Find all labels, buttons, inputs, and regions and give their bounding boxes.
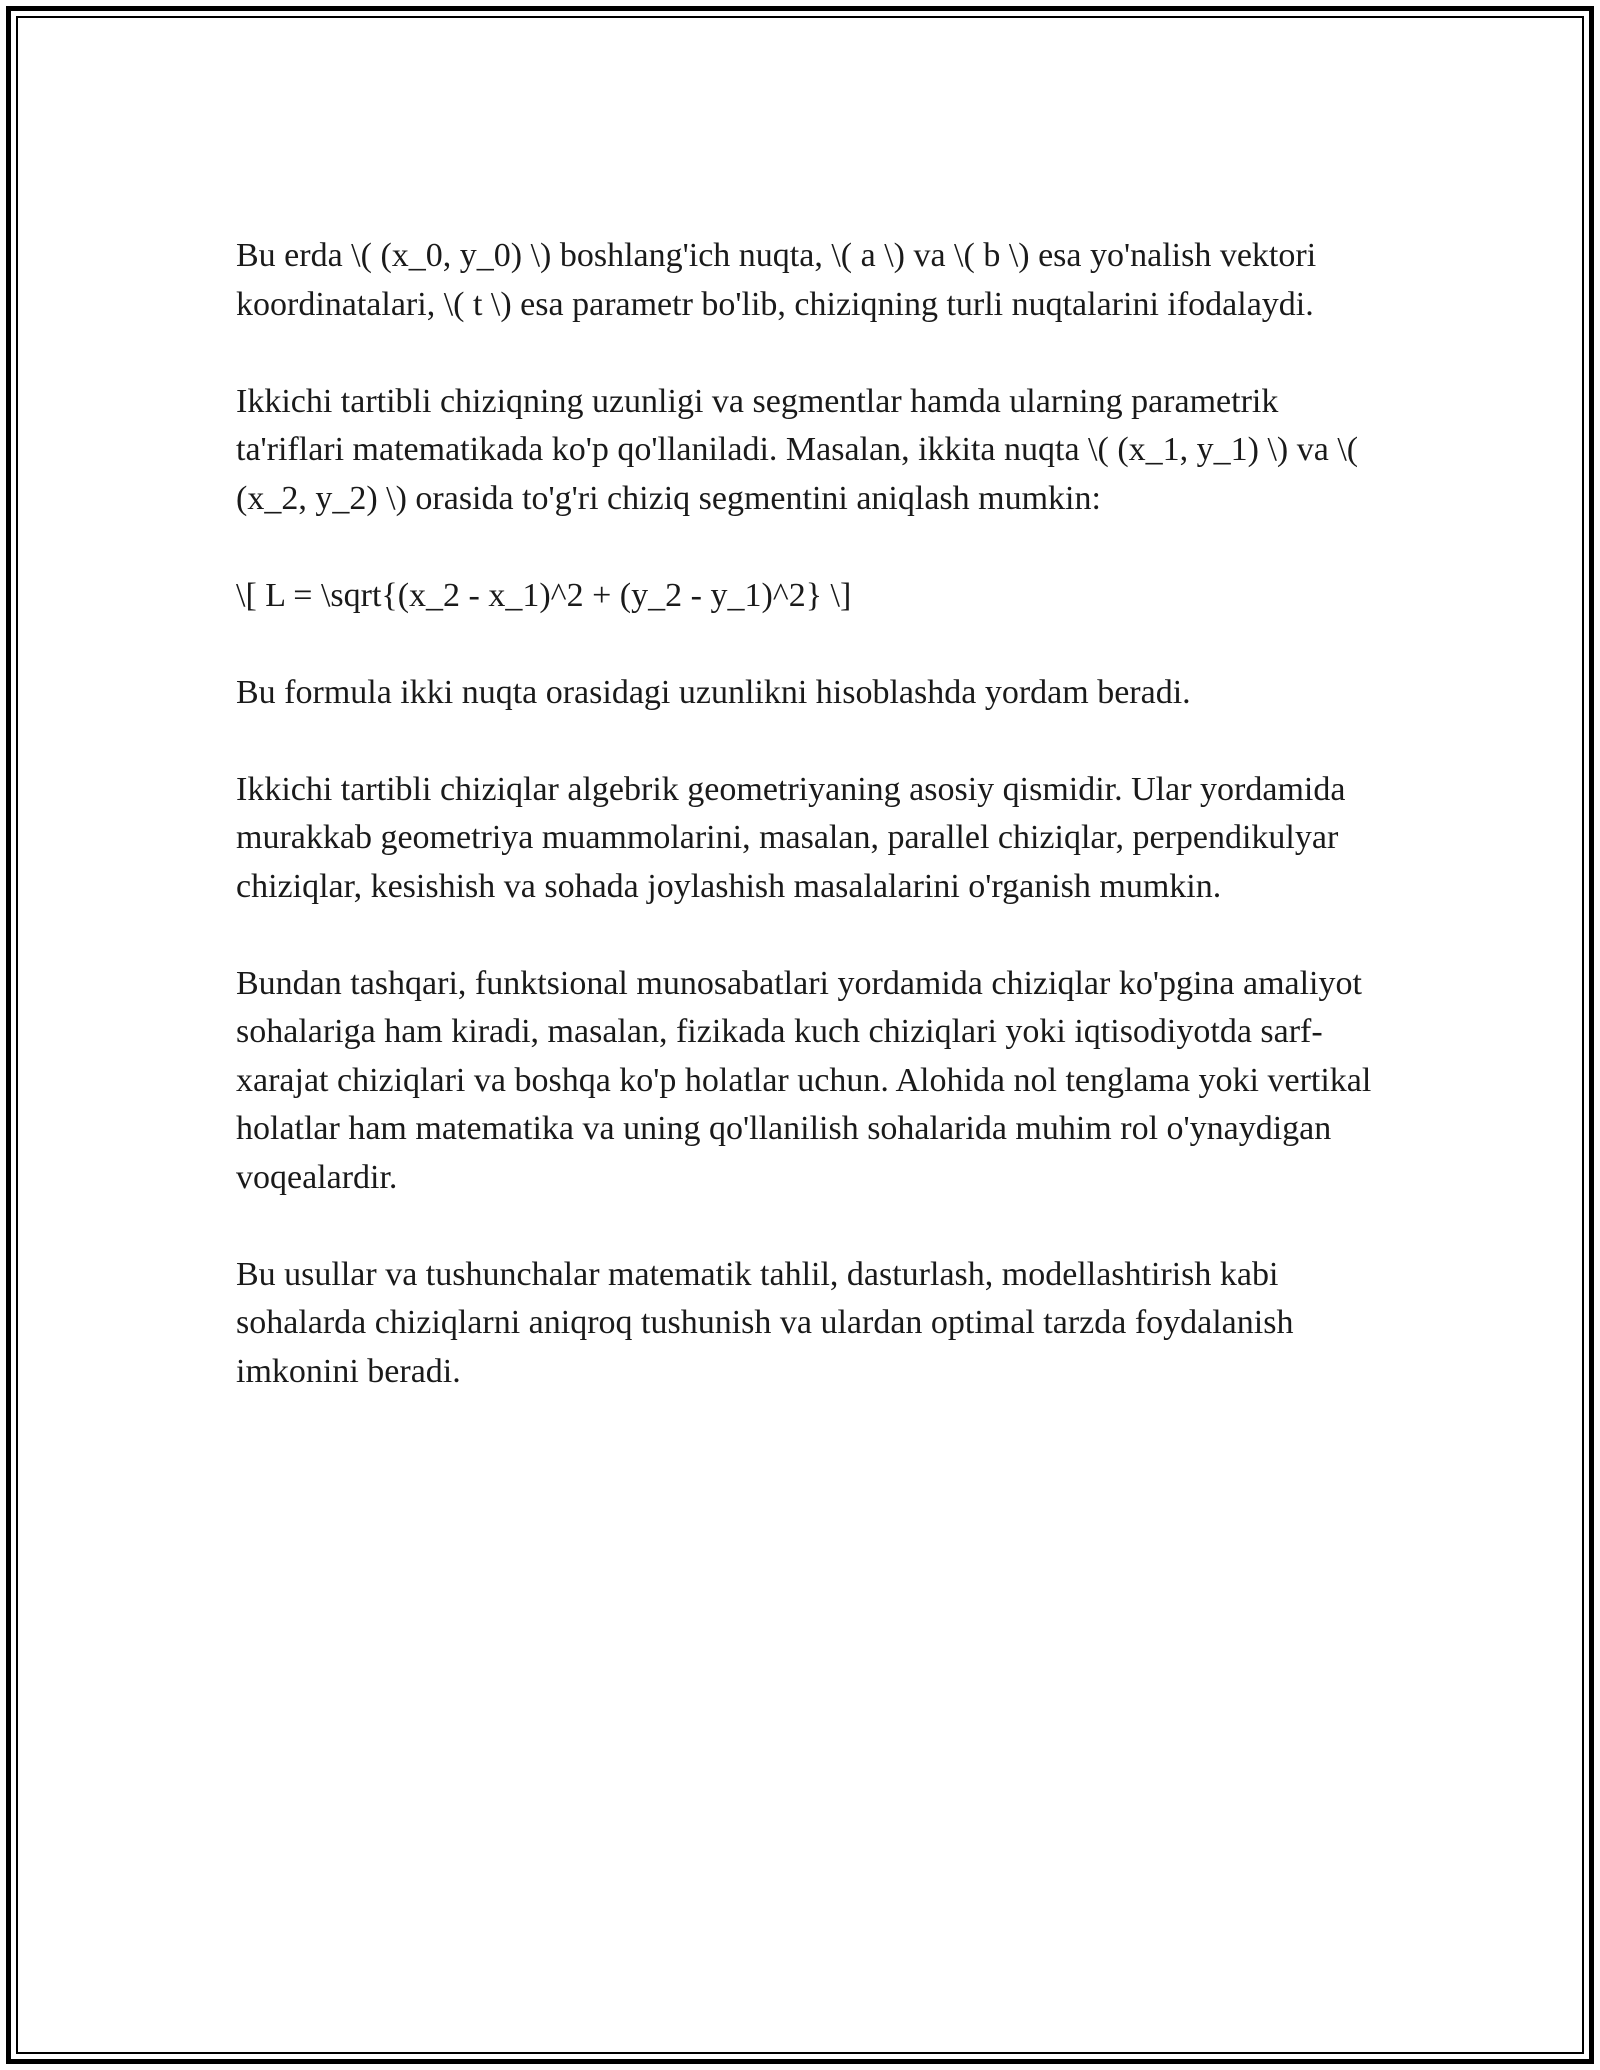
paragraph: Bu formula ikki nuqta orasidagi uzunlikni hisoblashda yordam beradi. xyxy=(236,673,1191,711)
paragraph: Bu usullar va tushunchalar matematik tahlil, dasturlash, modellashtirish kabi sohalarda chiziqlarni aniqroq tushunish va ulardan optimal tarzda foydalanish imkonini beradi. xyxy=(236,1255,1294,1390)
formula-line: \[ L = \sqrt{(x_2 - x_1)^2 + (y_2 - y_1)^2} \] xyxy=(236,576,852,614)
paragraph: Ikkichi tartibli chiziqlar algebrik geometriyaning asosiy qismidir. Ular yordamida murakkab geometriya muammolarini, masalan, parallel chiziqlar, perpendikulyar chiziqlar, kesishish va sohada joylashish masalalarini o'rganish mumkin. xyxy=(236,770,1346,905)
document-body xyxy=(236,232,1376,1445)
paragraph: Bu erda \( (x_0, y_0) \) boshlang'ich nuqta, \( a \) va \( b \) esa yo'nalish vektori koordinatalari, \( t \) esa parametr bo'lib, chiziqning turli nuqtalarini ifodalaydi. xyxy=(236,237,1317,323)
paragraph: Bundan tashqari, funktsional munosabatlari yordamida chiziqlar ko'pgina amaliyot sohalariga ham kiradi, masalan, fizikada kuch chiziqlari yoki iqtisodiyotda sarf-xarajat chiziqlari va boshqa ko'p holatlar uchun. Alohida nol tenglama yoki vertikal holatlar ham matematika va uning qo'llanilish sohalarida muhim rol o'ynaydigan voqealardir. xyxy=(236,964,1372,1196)
paragraph: Ikkichi tartibli chiziqning uzunligi va segmentlar hamda ularning parametrik ta'riflari matematikada ko'p qo'llaniladi. Masalan, ikkita nuqta \( (x_1, y_1) \) va \( (x_2, y_2) \) orasida to'g'ri chiziq segmentini aniqlash mumkin: xyxy=(236,382,1359,517)
